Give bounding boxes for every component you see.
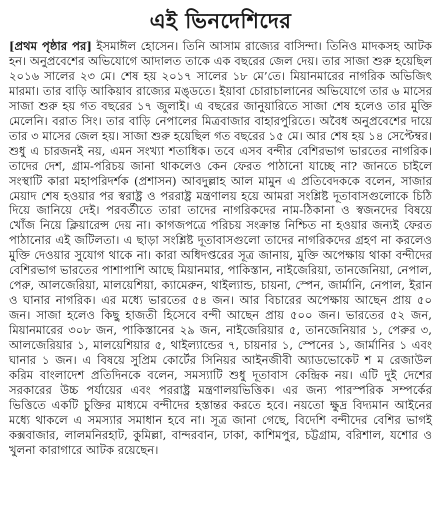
article-body — [9, 39, 432, 458]
article-headline: এই ভিনদেশিদের — [149, 9, 292, 33]
article-text: ইসমাঈল হোসেন। তিনি আসাম রাজ্যের বাসিন্দা। তিনিও মাদকসহ আটক হন। অনুপ্রবেশের অভিযোগে আদালত তাকে এক বছরের জেল দেয়। তার সাজা শুরু হয়েছিল ২০১৬ সালের ২৩ মে। শেষ হয় ২০১৭ সালের ১৮ মে’তে। মিয়ানমারের নাগরিক অভিজিৎ মারমা। তার বাড়ি আকিয়াব রাজ্যের মঙ্ডতে। ইয়াবা চোরাচালানের অভিযোগে তার ৬ মাসের সাজা শুরু হয় গত বছরের ১৭ জুলাই। এ বছরের জানুয়ারিতে সাজা শেষ হলেও তার মুক্তি মেলেনি। বরাত সিং। তার বাড়ি নেপালের মিত্রবাজার বাহারপুরিতে। অবৈধ অনুপ্রবেশের দায়ে তার ৩ মাসের জেল হয়। সাজা শুরু হয়েছিল গত বছরের ১৫ মে। আর শেষ হয় ১৪ সেপ্টেম্বর। শুধু এ চারজনই নয়, এমন সংখ্যা শতাধিক। তবে এসব বন্দীর বেশিরভাগ ভারতের নাগরিক। তাদের দেশ, গ্রাম-পরিচয় জানা থাকলেও কেন ফেরত পাঠানো যাচ্ছে না? জানতে চাইলে সংস্থাটি কারা মহাপরিদর্শক (প্রশাসন) আবদুল্লাহ আল মামুন এ প্রতিবেদককে বলেন, সাজার মেয়াদ শেষ হওয়ার পর স্বরাষ্ট্র ও পররাষ্ট্র মন্ত্রণালয় হয়ে আমরা সংশ্লিষ্ট দূতাবাসগুলোকে চিঠি দিয়ে জানিয়ে দেই। পরবর্তীতে তারা তাদের নাগরিকদের নাম-ঠিকানা ও স্বজনদের বিষয়ে খোঁজ নিয়ে ক্লিয়ারেন্স দেয় না। কাগজপত্রে পরিচয় সংক্রান্ত নিশ্চিত না হওয়ার জন্যই ফেরত পাঠানোর এই জটিলতা। এ ছাড়া সংশ্লিষ্ট দূতাবাসগুলো তাদের নাগরিকদের গ্রহণ না করলেও মুক্তি দেওয়ার সুযোগ থাকে না। কারা অধিদপ্তরের সূত্র জানায়, মুক্তি অপেক্ষায় থাকা বন্দীদের বেশিরভাগ ভারতের পাশাপাশি আছে মিয়ানমার, পাকিস্তান, নাইজেরিয়া, তানজেনিয়া, নেপাল, পেরু, আলজেরিয়া, মালয়েশিয়া, ক্যামেরুন, থাইল্যান্ড, চায়না, স্পেন, জার্মানি, নেপাল, ইরান ও ঘানার নাগরিক। এর মধ্যে ভারতের ৫৪ জন। আর বিচারের অপেক্ষায় আছেন প্রায় ৫০ জন। সাজা হলেও কিছু হাজতী হিসেবে বন্দী আছেন প্রায় ৫০০ জন। ভারতের ৫২ জন, মিয়ানমারের ৩০৮ জন, পাকিস্তানের ২৯ জন, নাইজেরিয়ার ৫, তানজেনিয়ার ১, পেরুর ৩, আলজেরিয়ার ১, মালয়েশিয়ার ৫, থাইল্যান্ডের ৭, চায়নার ১, স্পেনের ১, জার্মানির ১ এবং ঘানার ১ জন। এ বিষয়ে সুপ্রিম কোর্টের সিনিয়র আইনজীবী অ্যাডভোকেট শ ম রেজাউল করিম বাংলাদেশ প্রতিদিনকে বলেন, সমস্যাটি শুধু দূতাবাস কেন্দ্রিক নয়। এটি দুই দেশের সরকারের উচ্চ পর্যায়ের এবং পররাষ্ট্র মন্ত্রণালয়ভিত্তিক। এর জন্য পারস্পরিক সম্পর্কের ভিত্তিতে একটি চুক্তির মাধ্যমে বন্দীদের হস্তান্তর করতে হবে। নয়তো ক্ষুদ্র বিদ্যমান আইনের মধ্যে থাকলে এ সমস্যার সমাধান হবে না। সূত্র জানা গেছে, বিদেশি বন্দীদের বেশির ভাগই কক্সবাজার, লালমনিরহাট, কুমিল্লা, বান্দরবান, ঢাকা, কাশিমপুর, চট্টগ্রাম, বরিশাল, যশোর ও খুলনা কারাগারে আটক রয়েছেন। — [9, 39, 433, 457]
continuation-marker: [প্রথম পৃষ্ঠার পর] — [9, 39, 92, 53]
